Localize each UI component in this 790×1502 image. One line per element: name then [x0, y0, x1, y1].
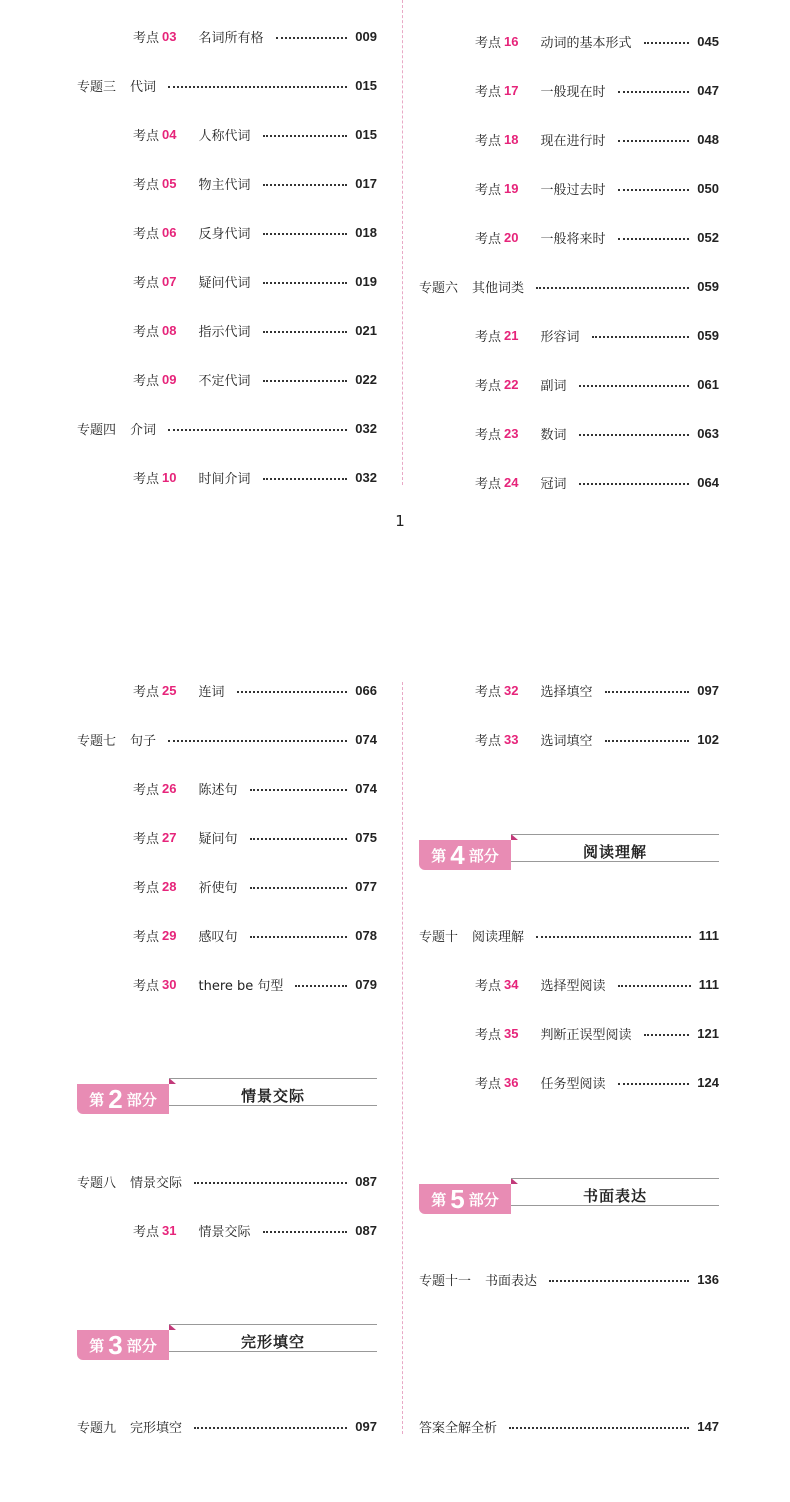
toc-page-number: 121	[697, 1025, 719, 1041]
toc-page-number: 136	[697, 1271, 719, 1287]
toc-title: 疑问代词	[198, 275, 251, 291]
toc-page-number: 111	[698, 976, 719, 992]
toc-point-row[interactable]	[475, 227, 719, 247]
toc-label: 考点	[133, 275, 160, 291]
toc-point-number: 08	[162, 322, 177, 338]
toc-title: 连词	[198, 684, 225, 700]
toc-label: 考点	[133, 782, 160, 798]
toc-page-number: 021	[355, 322, 377, 338]
dot-leader	[263, 184, 348, 186]
toc-page-number: 074	[355, 780, 377, 796]
toc-page-number: 059	[697, 278, 719, 294]
dot-leader	[618, 91, 690, 93]
toc-title: 时间介词	[198, 471, 251, 487]
toc-point-number: 09	[162, 371, 177, 387]
toc-label: 专题九	[77, 1420, 117, 1436]
toc-label: 考点	[133, 128, 160, 144]
toc-point-number: 10	[162, 469, 177, 485]
toc-title: 阅读理解	[472, 929, 525, 945]
toc-point-number: 22	[504, 376, 519, 392]
toc-point-row[interactable]	[133, 271, 377, 291]
page-number: 1	[395, 512, 405, 530]
toc-label: 考点	[475, 35, 502, 51]
toc-page-number: 015	[355, 126, 377, 142]
toc-point-row[interactable]	[133, 173, 377, 193]
toc-title: 反身代词	[198, 226, 251, 242]
toc-label: 专题三	[77, 79, 117, 95]
toc-point-number: 36	[504, 1074, 519, 1090]
toc-point-row[interactable]	[133, 124, 377, 144]
toc-point-number: 27	[162, 829, 177, 845]
toc-title: 选择填空	[540, 684, 593, 700]
toc-point-row[interactable]	[475, 374, 719, 394]
toc-label: 专题七	[77, 733, 117, 749]
toc-label: 考点	[475, 427, 502, 443]
toc-title: 一般过去时	[540, 182, 606, 198]
toc-point-number: 05	[162, 175, 177, 191]
toc-point-number: 26	[162, 780, 177, 796]
dot-leader	[579, 385, 690, 387]
toc-point-row[interactable]	[475, 680, 719, 700]
toc-point-row[interactable]	[475, 1023, 719, 1043]
toc-topic-row[interactable]	[419, 276, 719, 296]
toc-label: 考点	[475, 231, 502, 247]
toc-topic-row[interactable]	[77, 418, 377, 438]
dot-leader	[250, 887, 348, 889]
dot-leader	[536, 287, 689, 289]
toc-label: 专题四	[77, 422, 117, 438]
toc-page-number: 015	[355, 77, 377, 93]
toc-label: 专题十	[419, 929, 459, 945]
toc-label: 考点	[475, 133, 502, 149]
toc-label: 考点	[133, 831, 160, 847]
toc-page-number: 047	[697, 82, 719, 98]
dot-leader	[644, 42, 690, 44]
dot-leader	[549, 1280, 689, 1282]
toc-label: 考点	[133, 373, 160, 389]
dot-leader	[168, 740, 347, 742]
toc-point-row[interactable]	[133, 778, 377, 798]
toc-label: 考点	[133, 684, 160, 700]
dot-leader	[536, 936, 691, 938]
dot-leader	[509, 1427, 689, 1429]
toc-label: 专题八	[77, 1175, 117, 1191]
dot-leader	[250, 789, 348, 791]
toc-label: 考点	[475, 182, 502, 198]
toc-point-row[interactable]	[475, 472, 719, 492]
toc-page-number: 097	[697, 682, 719, 698]
toc-point-row[interactable]	[475, 974, 719, 994]
toc-title: 情景交际	[130, 1175, 183, 1191]
column-divider	[402, 682, 403, 1434]
banner-line	[511, 1178, 719, 1179]
toc-page-number: 087	[355, 1222, 377, 1238]
dot-leader	[263, 1231, 348, 1233]
toc-point-number: 17	[504, 82, 519, 98]
toc-point-row[interactable]	[475, 129, 719, 149]
toc-title: 介词	[130, 422, 157, 438]
toc-point-row[interactable]	[133, 222, 377, 242]
toc-point-number: 35	[504, 1025, 519, 1041]
toc-point-number: 23	[504, 425, 519, 441]
toc-page-number: 075	[355, 829, 377, 845]
dot-leader	[605, 691, 690, 693]
toc-point-row[interactable]	[133, 876, 377, 896]
banner-line	[169, 1078, 377, 1079]
toc-title: 名词所有格	[198, 30, 264, 46]
part-title: 阅读理解	[582, 842, 647, 861]
dot-leader	[276, 37, 348, 39]
part-title: 情景交际	[240, 1086, 305, 1105]
toc-label: 考点	[133, 30, 160, 46]
toc-point-number: 33	[504, 731, 519, 747]
dot-leader	[618, 985, 691, 987]
toc-point-number: 31	[162, 1222, 177, 1238]
toc-page-number: 032	[355, 469, 377, 485]
dot-leader	[250, 936, 348, 938]
dot-leader	[263, 380, 348, 382]
toc-point-row[interactable]	[475, 325, 719, 345]
toc-title: 副词	[540, 378, 567, 394]
dot-leader	[263, 135, 348, 137]
toc-point-number: 20	[504, 229, 519, 245]
toc-page-number: 018	[355, 224, 377, 240]
toc-title: 代词	[130, 79, 157, 95]
toc-point-number: 29	[162, 927, 177, 943]
toc-title: 陈述句	[198, 782, 238, 798]
toc-title: 不定代词	[198, 373, 251, 389]
toc-label: 考点	[475, 1076, 502, 1092]
toc-label: 专题十一	[419, 1273, 472, 1289]
dot-leader	[263, 478, 348, 480]
toc-title: 判断正误型阅读	[540, 1027, 632, 1043]
toc-point-number: 25	[162, 682, 177, 698]
toc-title: 祈使句	[198, 880, 238, 896]
toc-point-row[interactable]	[133, 467, 377, 487]
toc-label: 考点	[133, 324, 160, 340]
toc-label: 答案全解全析	[419, 1420, 498, 1436]
part-3-banner	[77, 1330, 377, 1364]
dot-leader	[250, 838, 348, 840]
toc-topic-row[interactable]	[77, 1171, 377, 1191]
dot-leader	[295, 985, 347, 987]
toc-point-row[interactable]	[475, 31, 719, 51]
toc-title: 物主代词	[198, 177, 251, 193]
toc-page-number: 019	[355, 273, 377, 289]
toc-point-row[interactable]	[133, 26, 377, 46]
toc-label: 考点	[133, 880, 160, 896]
toc-page-number: 147	[697, 1418, 719, 1434]
toc-title: 选词填空	[540, 733, 593, 749]
part-2-banner	[77, 1084, 377, 1118]
toc-label: 考点	[133, 978, 160, 994]
toc-page-number: 009	[355, 28, 377, 44]
toc-title: 指示代词	[198, 324, 251, 340]
banner-line	[169, 1324, 377, 1325]
toc-point-row[interactable]	[133, 320, 377, 340]
toc-page-number: 074	[355, 731, 377, 747]
toc-page-number: 022	[355, 371, 377, 387]
dot-leader	[579, 483, 690, 485]
toc-topic-row[interactable]	[77, 1416, 377, 1436]
dot-leader	[168, 86, 347, 88]
dot-leader	[194, 1182, 347, 1184]
toc-title: 动词的基本形式	[540, 35, 632, 51]
column-divider	[402, 0, 403, 485]
toc-page-number: 087	[355, 1173, 377, 1189]
toc-label: 考点	[133, 226, 160, 242]
toc-title: 情景交际	[198, 1224, 251, 1240]
dot-leader	[237, 691, 348, 693]
toc-point-number: 32	[504, 682, 519, 698]
toc-point-row[interactable]	[133, 1220, 377, 1240]
toc-page-number: 059	[697, 327, 719, 343]
toc-point-number: 19	[504, 180, 519, 196]
toc-point-row[interactable]	[475, 729, 719, 749]
toc-page-number: 048	[697, 131, 719, 147]
toc-point-number: 28	[162, 878, 177, 894]
toc-label: 考点	[475, 378, 502, 394]
toc-page-number: 111	[698, 927, 719, 943]
toc-page-number: 063	[697, 425, 719, 441]
toc-topic-row[interactable]	[419, 1416, 719, 1436]
toc-label: 考点	[475, 733, 502, 749]
toc-page-number: 017	[355, 175, 377, 191]
toc-topic-row[interactable]	[419, 1269, 719, 1289]
toc-title: 人称代词	[198, 128, 251, 144]
toc-title: 形容词	[540, 329, 580, 345]
toc-title: 选择型阅读	[540, 978, 606, 994]
toc-point-number: 34	[504, 976, 519, 992]
toc-point-number: 04	[162, 126, 177, 142]
part-tab: 第 2 部分	[77, 1084, 169, 1114]
part-5-banner	[419, 1184, 719, 1218]
toc-title: 疑问句	[198, 831, 238, 847]
toc-topic-row[interactable]	[419, 925, 719, 945]
toc-point-number: 21	[504, 327, 519, 343]
toc-point-row[interactable]	[475, 80, 719, 100]
part-tab: 第 3 部分	[77, 1330, 169, 1360]
toc-label: 考点	[475, 84, 502, 100]
dot-leader	[579, 434, 690, 436]
toc-page-number: 045	[697, 33, 719, 49]
toc-point-row[interactable]	[133, 925, 377, 945]
toc-point-row[interactable]	[133, 974, 377, 994]
dot-leader	[618, 238, 690, 240]
part-tab: 第 5 部分	[419, 1184, 511, 1214]
part-title: 书面表达	[582, 1186, 647, 1205]
dot-leader	[618, 1083, 690, 1085]
toc-title: 句子	[130, 733, 157, 749]
toc-title: 感叹句	[198, 929, 238, 945]
dot-leader	[605, 740, 690, 742]
toc-title: 完形填空	[130, 1420, 183, 1436]
toc-point-row[interactable]	[133, 369, 377, 389]
toc-label: 考点	[133, 471, 160, 487]
toc-label: 考点	[475, 476, 502, 492]
part-4-banner	[419, 840, 719, 874]
dot-leader	[592, 336, 690, 338]
toc-title: 任务型阅读	[540, 1076, 606, 1092]
toc-point-number: 30	[162, 976, 177, 992]
toc-page-number: 061	[697, 376, 719, 392]
toc-title: there be 句型	[198, 978, 284, 994]
toc-page-number: 052	[697, 229, 719, 245]
dot-leader	[263, 331, 348, 333]
toc-label: 考点	[133, 929, 160, 945]
toc-title: 其他词类	[472, 280, 525, 296]
toc-page-number: 077	[355, 878, 377, 894]
toc-point-row[interactable]	[475, 178, 719, 198]
toc-point-number: 18	[504, 131, 519, 147]
toc-title: 现在进行时	[540, 133, 606, 149]
toc-point-number: 07	[162, 273, 177, 289]
toc-label: 考点	[475, 329, 502, 345]
toc-label: 考点	[475, 684, 502, 700]
toc-page-number: 079	[355, 976, 377, 992]
dot-leader	[618, 189, 690, 191]
dot-leader	[644, 1034, 690, 1036]
toc-label: 考点	[133, 1224, 160, 1240]
toc-page-number: 064	[697, 474, 719, 490]
toc-label: 考点	[133, 177, 160, 193]
part-title: 完形填空	[240, 1332, 305, 1351]
toc-label: 考点	[475, 978, 502, 994]
dot-leader	[168, 429, 347, 431]
toc-title: 数词	[540, 427, 567, 443]
dot-leader	[263, 233, 348, 235]
toc-title: 冠词	[540, 476, 567, 492]
toc-point-row[interactable]	[475, 1072, 719, 1092]
toc-title: 一般现在时	[540, 84, 606, 100]
toc-label: 专题六	[419, 280, 459, 296]
toc-page-number: 078	[355, 927, 377, 943]
toc-point-number: 06	[162, 224, 177, 240]
part-tab: 第 4 部分	[419, 840, 511, 870]
toc-page-number: 066	[355, 682, 377, 698]
toc-point-number: 03	[162, 28, 177, 44]
dot-leader	[263, 282, 348, 284]
toc-topic-row[interactable]	[77, 729, 377, 749]
toc-page-number: 124	[697, 1074, 719, 1090]
banner-line	[511, 834, 719, 835]
toc-point-row[interactable]	[133, 827, 377, 847]
toc-point-row[interactable]	[133, 680, 377, 700]
toc-page-number: 050	[697, 180, 719, 196]
toc-topic-row[interactable]	[77, 75, 377, 95]
toc-point-row[interactable]	[475, 423, 719, 443]
toc-page-number: 102	[697, 731, 719, 747]
toc-page-number: 032	[355, 420, 377, 436]
toc-page-number: 097	[355, 1418, 377, 1434]
dot-leader	[194, 1427, 347, 1429]
dot-leader	[618, 140, 690, 142]
toc-label: 考点	[475, 1027, 502, 1043]
toc-title: 书面表达	[485, 1273, 538, 1289]
toc-title: 一般将来时	[540, 231, 606, 247]
toc-point-number: 24	[504, 474, 519, 490]
toc-point-number: 16	[504, 33, 519, 49]
